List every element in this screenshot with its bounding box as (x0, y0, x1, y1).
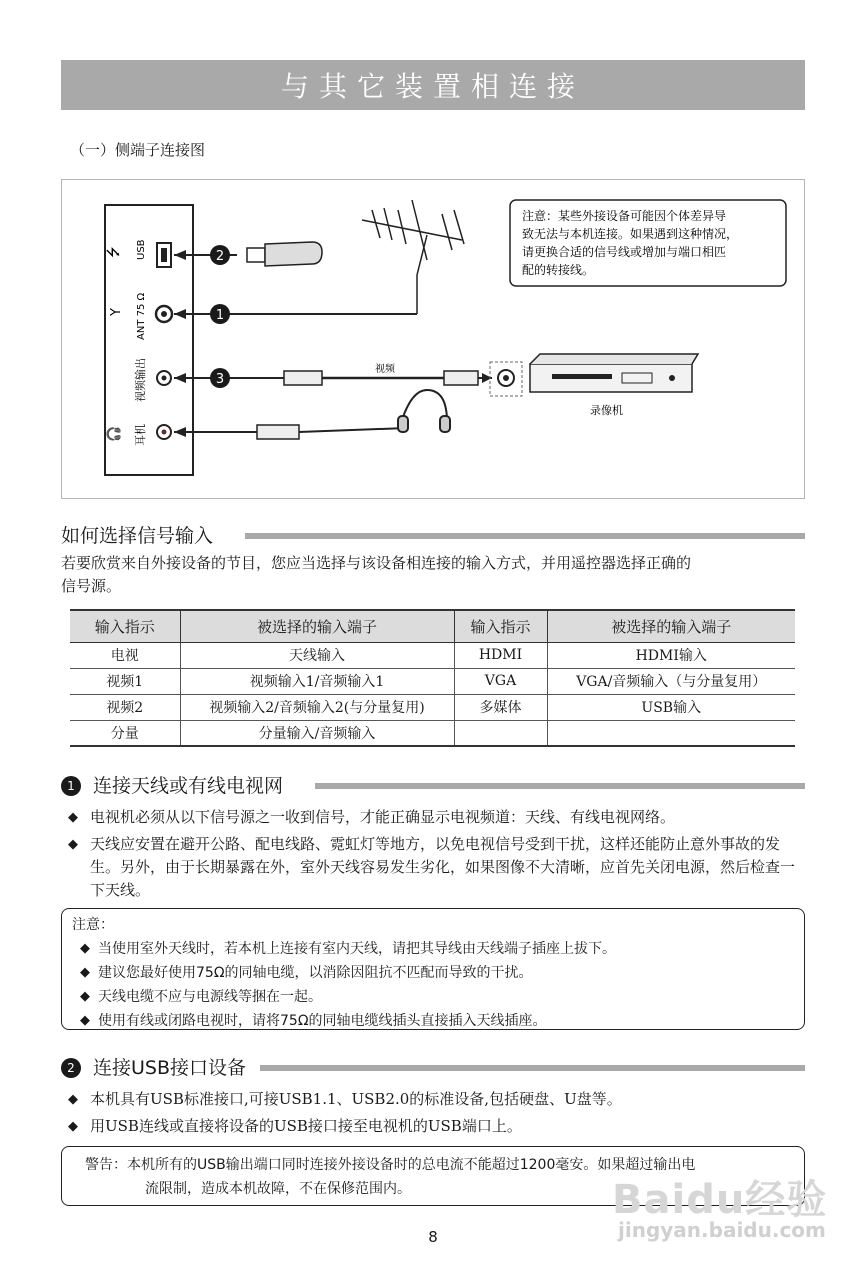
note-title: 注意： (72, 917, 114, 933)
table-header-cell: 输入指示 (70, 610, 180, 642)
antenna-note-box (61, 908, 805, 1030)
video-out-port (133, 358, 171, 402)
svg-text:3: 3 (215, 372, 225, 387)
port-ant-label: ANT 75 Ω (136, 292, 147, 340)
usb-symbol-icon: ⭍ (106, 246, 122, 258)
list-item: ◆ 使用有线或闭路电视时，请将75Ω的同轴电缆线插头直接插入天线插座。 (80, 1009, 804, 1033)
port-usb-label: USB (136, 239, 147, 260)
table-cell: 天线输入 (180, 642, 454, 668)
marker-3 (210, 368, 230, 388)
list-item: ◆ 建议您最好使用75Ω的同轴电缆，以消除因阻抗不匹配而导致的干扰。 (80, 961, 804, 985)
usb-bullets (68, 1088, 798, 1142)
page-number: 8 (428, 1228, 438, 1246)
table-row (70, 720, 795, 746)
headphone-icon: 🎧 (107, 425, 122, 442)
table-header-cell: 被选择的输入端子 (180, 610, 454, 642)
connection-diagram-svg (62, 180, 806, 500)
page-title: 与其它装置相连接 (280, 70, 585, 103)
warning-line: 警告：本机所有的USB输出端口同时连接外接设备时的总电流不能超过1200毫安。如果超过输出电 (85, 1157, 696, 1173)
svg-text:请更换合适的信号线或增加与端口相匹: 请更换合适的信号线或增加与端口相匹 (522, 245, 727, 259)
input-table (70, 609, 795, 747)
list-item: ◆ 用USB连线或直接将设备的USB接口接至电视机的USB端口上。 (68, 1115, 798, 1138)
list-item: ◆ 电视机必须从以下信号源之一收到信号，才能正确显示电视频道：天线、有线电视网络。 (68, 806, 798, 829)
marker-2 (210, 245, 230, 265)
table-header-row (70, 610, 795, 642)
cable-video-label: 视频 (375, 364, 395, 375)
table-header-cell: 输入指示 (454, 610, 547, 642)
svg-text:2: 2 (215, 249, 225, 264)
table-cell: 视频输入2/音频输入2(与分量复用) (180, 694, 454, 720)
input-section-heading (61, 521, 805, 551)
list-item: ◆ 天线应安置在避开公路、配电线路、霓虹灯等地方，以免电视信号受到干扰，这样还能防止意外事故的发生。另外，由于长期暴露在外，室外天线容易发生劣化，如果图像不大清晰，应首先关闭电源，然后检查一下天线。 (68, 833, 798, 902)
headphones-icon (398, 390, 450, 432)
svg-text:致无法与本机连接。如果遇到这种情况，: 致无法与本机连接。如果遇到这种情况， (522, 227, 739, 241)
table-cell: 视频1 (70, 668, 180, 694)
watermark-url: jingyan.baidu.com (618, 1218, 826, 1242)
input-intro: 若要欣赏来自外接设备的节目，您应当选择与该设备相连接的输入方式，并用遥控器选择正确的 信号源。 (61, 554, 692, 595)
table-header-cell: 被选择的输入端子 (547, 610, 795, 642)
antenna-bullets (68, 806, 798, 906)
antenna-section-heading (61, 771, 805, 801)
table-cell: USB输入 (547, 694, 795, 720)
table-cell: 视频输入1/音频输入1 (180, 668, 454, 694)
table-cell (547, 720, 795, 746)
usb-section-title: 连接USB接口设备 (93, 1057, 247, 1079)
svg-text:注意：某些外接设备可能因个体差异导: 注意：某些外接设备可能因个体差异导 (522, 209, 727, 223)
earphone-port (106, 424, 171, 446)
usb-section-heading (61, 1053, 805, 1083)
vcr-label: 录像机 (590, 404, 623, 417)
table-cell: HDMI (454, 642, 547, 668)
diagram-note (510, 200, 786, 286)
table-cell: 多媒体 (454, 694, 547, 720)
port-video-out-label: 视频输出 (134, 358, 147, 402)
port-earphone-label: 耳机 (134, 424, 147, 446)
usb-stick-icon (174, 242, 322, 266)
usb-port (106, 239, 171, 267)
section-number-badge: 2 (61, 1058, 81, 1078)
table-cell (454, 720, 547, 746)
connection-diagram (61, 179, 805, 499)
marker-1 (210, 304, 230, 324)
svg-text:配的转接线。: 配的转接线。 (522, 263, 595, 277)
list-item: ◆ 本机具有USB标准接口,可接USB1.1、USB2.0的标准设备,包括硬盘、U盘等。 (68, 1088, 798, 1111)
ant-port (109, 292, 172, 340)
vcr-icon (490, 354, 698, 417)
svg-text:1: 1 (215, 308, 225, 323)
antenna-symbol-icon: Y (109, 308, 124, 316)
list-item: ◆ 天线电缆不应与电源线等捆在一起。 (80, 985, 804, 1009)
table-row (70, 694, 795, 720)
watermark-logo: Baidu经验 (612, 1177, 828, 1223)
list-item: ◆ 当使用室外天线时，若本机上连接有室内天线，请把其导线由天线端子插座上拔下。 (80, 937, 804, 961)
page-title-bar (61, 60, 805, 110)
table-cell: 分量输入/音频输入 (180, 720, 454, 746)
table-cell: 分量 (70, 720, 180, 746)
table-cell: 视频2 (70, 694, 180, 720)
earphone-cable (174, 425, 407, 439)
antenna-icon (362, 200, 464, 314)
input-section-title: 如何选择信号输入 (61, 521, 221, 548)
table-cell: VGA/音频输入（与分量复用） (547, 668, 795, 694)
table-cell: HDMI输入 (547, 642, 795, 668)
table-cell: VGA (454, 668, 547, 694)
side-terminal-heading: （一）侧端子连接图 (70, 141, 206, 159)
section-number-badge: 1 (61, 776, 81, 796)
table-cell: 电视 (70, 642, 180, 668)
table-row (70, 668, 795, 694)
warning-line: 流限制，造成本机故障，不在保修范围内。 (145, 1181, 411, 1197)
table-row (70, 642, 795, 668)
antenna-section-title: 连接天线或有线电视网 (93, 775, 284, 797)
